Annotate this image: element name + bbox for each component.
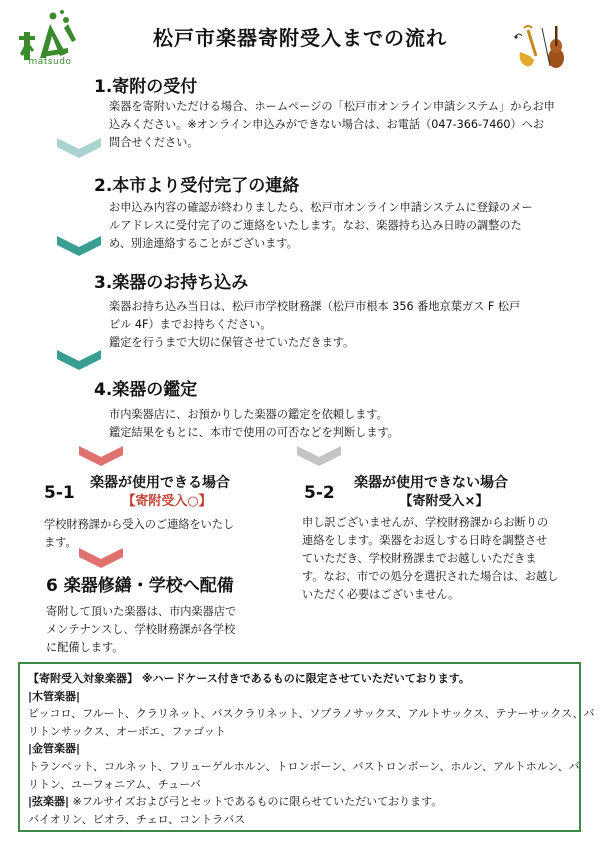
step-5-2-heading: 楽器が使用できない場合 [354,475,508,491]
strings-note: ※フルサイズおよび弓とセットであるものに限らせていただいております。 [72,795,443,809]
step-6-heading: 6 楽器修繕・学校へ配備 [46,576,234,596]
step-5-2-number: 5-2 [304,483,335,503]
step-2-text: お申込み内容の確認が終わりましたら、松戸市オンライン申請システムに登録のメー ルアドレスに受付完了のご連絡をいたします。なお、楽器持ち込み日時の調整のた め、別途連絡することがございます。 [109,201,533,250]
brass-list-1: トランペット、コルネット、フリューゲルホルン、トロンボーン、バストロンボーン、ホルン、アルトホルン、バ [28,759,580,773]
step-4-heading: 4.楽器の鑑定 [94,380,198,400]
step-5-2-heading-wrap [338,470,550,514]
step-1-heading-wrap [94,72,314,96]
chevron-down-icon [297,446,341,466]
logo-text: matsudo [28,57,72,67]
step-4-text: 市内楽器店に、お預かりした楽器の鑑定を依頼します。 鑑定結果をもとに、本市で使用の可否などを判断します。 [109,408,399,439]
step-5-1-heading-wrap [72,470,262,514]
step-5-1-number: 5-1 [44,483,75,503]
woodwind-label: |木管楽器| [28,689,81,703]
step-6-text: 寄附して頂いた楽器は、市内楽器店で メンテナンスし、学校財務課が各学校 に配備します。 [46,605,237,654]
strings-label-line [28,793,571,811]
brass-label: |金管楽器| [28,742,81,756]
page-title: 松戸市楽器寄附受入までの流れ [153,26,447,50]
chevron-down-icon [57,236,101,256]
chevron-down-icon [79,548,123,568]
step-4-heading-wrap [94,375,314,399]
step-1-text: 楽器を寄附いただける場合、ホームページの「松戸市オンライン申請システム」からお申 込みください。※オンライン申込みができない場合は、お電話（047-366-7460）へお 問合せください。 [109,100,555,149]
step-5-2-text: 申し訳ございませんが、学校財務課からお断りの 連絡をします。楽器をお返しする日時を調整させ ていただき、学校財務課までお越しいただきま す。なお、市での処分を選択された場合は、お越し いただく必要はございません。 [302,516,559,601]
target-instruments-box [18,662,595,832]
step-5-1-heading: 楽器が使用できる場合 [90,475,230,491]
instruments-icon [514,22,572,72]
brass-list-2: リトン、ユーフォニアム、チューバ [28,777,201,791]
step-6-heading-wrap [46,571,276,595]
box-header-note: ※ハードケース付きであるものに限定させていただいております。 [141,672,470,685]
woodwind-list-2: リトンサックス、オーボエ、ファゴット [28,724,226,738]
step-5-1-sub: 【寄附受入○】 [122,494,212,509]
step-3-text: 楽器お持ち込み当日は、松戸市学校財務課（松戸市根本 356 番地京葉ガス F 松戸 ビル 4F）までお持ちください。 鑑定を行うまで大切に保管させていただきます。 [109,300,521,349]
box-header: 【寄附受入対象楽器】 [28,672,138,685]
step-5-1-text: 学校財務課から受入のご連絡をいたし ます。 [44,518,235,549]
step-3-heading: 3.楽器のお持ち込み [94,273,249,293]
step-2-heading: 2.本市より受付完了の連絡 [94,176,300,196]
step-2-heading-wrap [94,171,334,195]
strings-list: バイオリン、ビオラ、チェロ、コントラバス [28,812,246,826]
chevron-down-icon [57,138,101,158]
chevron-down-icon [57,350,101,370]
strings-label: |弦楽器| [28,795,70,809]
step-3-heading-wrap [94,268,334,292]
step-1-heading: 1.寄附の受付 [94,77,198,97]
chevron-down-icon [79,446,123,466]
box-header-line [28,670,571,688]
step-5-2-sub: 【寄附受入×】 [399,494,489,509]
woodwind-list-1: ピッコロ、フルート、クラリネット、バスクラリネット、ソプラノサックス、アルトサックス、テナーサックス、バ [28,707,595,721]
